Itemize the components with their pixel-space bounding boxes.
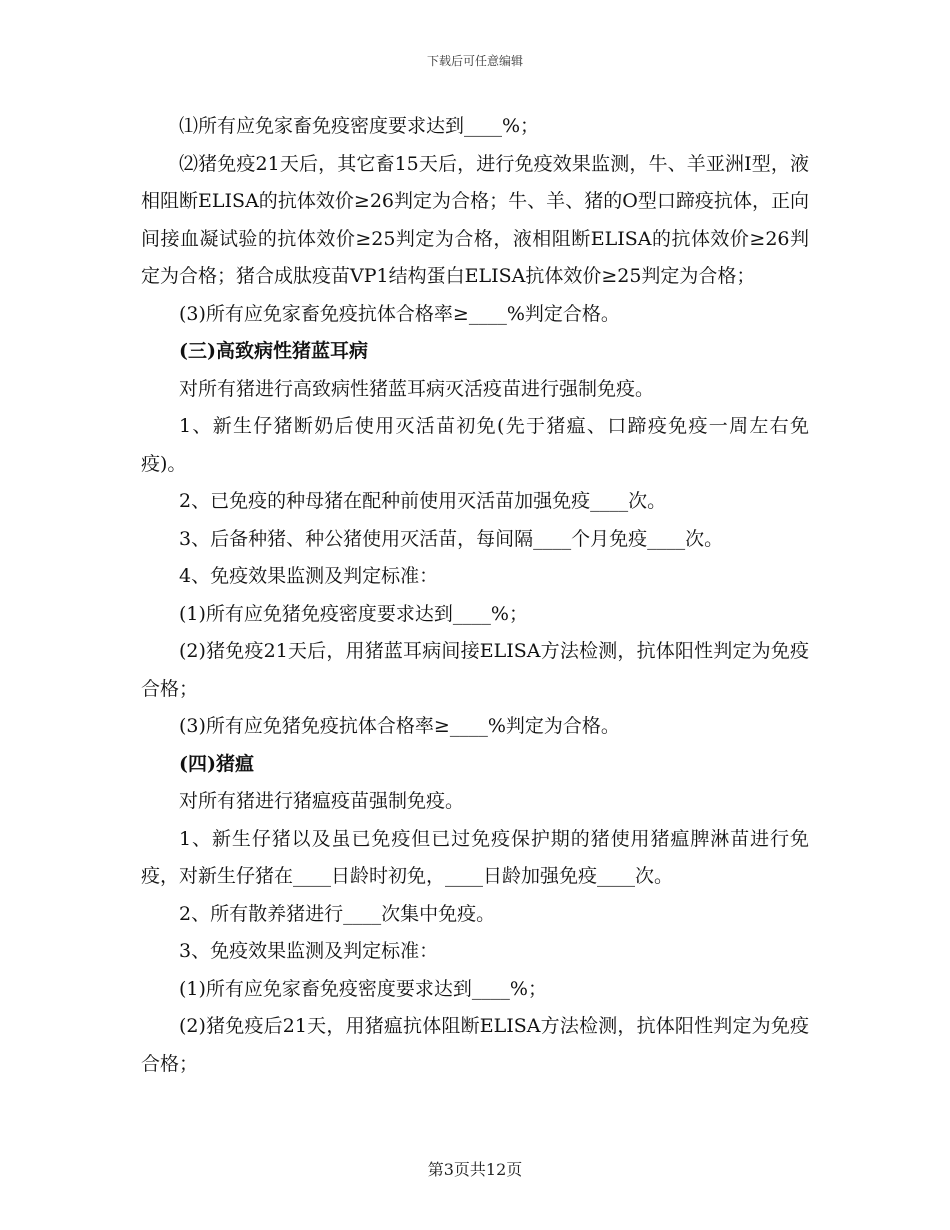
paragraph-18: (1)所有应免家畜免疫密度要求达到____%； [179, 977, 547, 1000]
paragraph-16: 2、所有散养猪进行____次集中免疫。 [179, 902, 496, 925]
paragraph-5: 对所有猪进行高致病性猪蓝耳病灭活疫苗进行强制免疫。 [179, 377, 655, 400]
paragraph-14: 对所有猪进行猪瘟疫苗强制免疫。 [179, 790, 465, 812]
document-body [141, 108, 809, 1083]
paragraph-15: 1、新生仔猪以及虽已免疫但已过免疫保护期的猪使用猪瘟脾淋苗进行免疫，对新生仔猪在____日龄时初免，____日龄加强免疫____次。 [141, 827, 809, 887]
paragraph-12: (3)所有应免猪免疫抗体合格率≥____%判定为合格。 [179, 715, 620, 737]
paragraph-10: (1)所有应免猪免疫密度要求达到____%； [179, 602, 528, 625]
paragraph-3: (3)所有应免家畜免疫抗体合格率≥____%判定合格。 [179, 302, 620, 325]
page-footer: 第3页共12页 [427, 1160, 523, 1179]
paragraph-7: 2、已免疫的种母猪在配种前使用灭活苗加强免疫____次。 [179, 490, 667, 512]
paragraph-19: (2)猪免疫后21天，用猪瘟抗体阻断ELISA方法检测，抗体阳性判定为免疫合格； [141, 1015, 809, 1075]
paragraph-9: 4、免疫效果监测及判定标准： [179, 565, 439, 587]
paragraph-1: ⑴所有应免家畜免疫密度要求达到____%； [179, 115, 540, 137]
paragraph-11: (2)猪免疫21天后，用猪蓝耳病间接ELISA方法检测，抗体阳性判定为免疫合格； [141, 640, 809, 700]
paragraph-8: 3、后备种猪、种公猪使用灭活苗，每间隔____个月免疫____次。 [179, 527, 724, 550]
section-heading-3: (三)高致病性猪蓝耳病 [179, 340, 368, 362]
page-header: 下载后可任意编辑 [426, 54, 523, 68]
section-heading-4: (四)猪瘟 [179, 752, 254, 775]
paragraph-6: 1、新生仔猪断奶后使用灭活苗初免(先于猪瘟、口蹄疫免疫一周左右免疫)。 [141, 415, 809, 475]
paragraph-2: ⑵猪免疫21天后，其它畜15天后，进行免疫效果监测，牛、羊亚洲I型，液相阻断ELISA的抗体效价≥26判定为合格；牛、羊、猪的O型口蹄疫抗体，正向间接血凝试验的抗体效价≥25判定为合格，液相阻断ELISA的抗体效价≥26判定为合格；猪合成肽疫苗VP1结构蛋白ELISA抗体效价≥25判定为合格； [141, 152, 809, 287]
paragraph-17: 3、免疫效果监测及判定标准： [179, 940, 439, 962]
